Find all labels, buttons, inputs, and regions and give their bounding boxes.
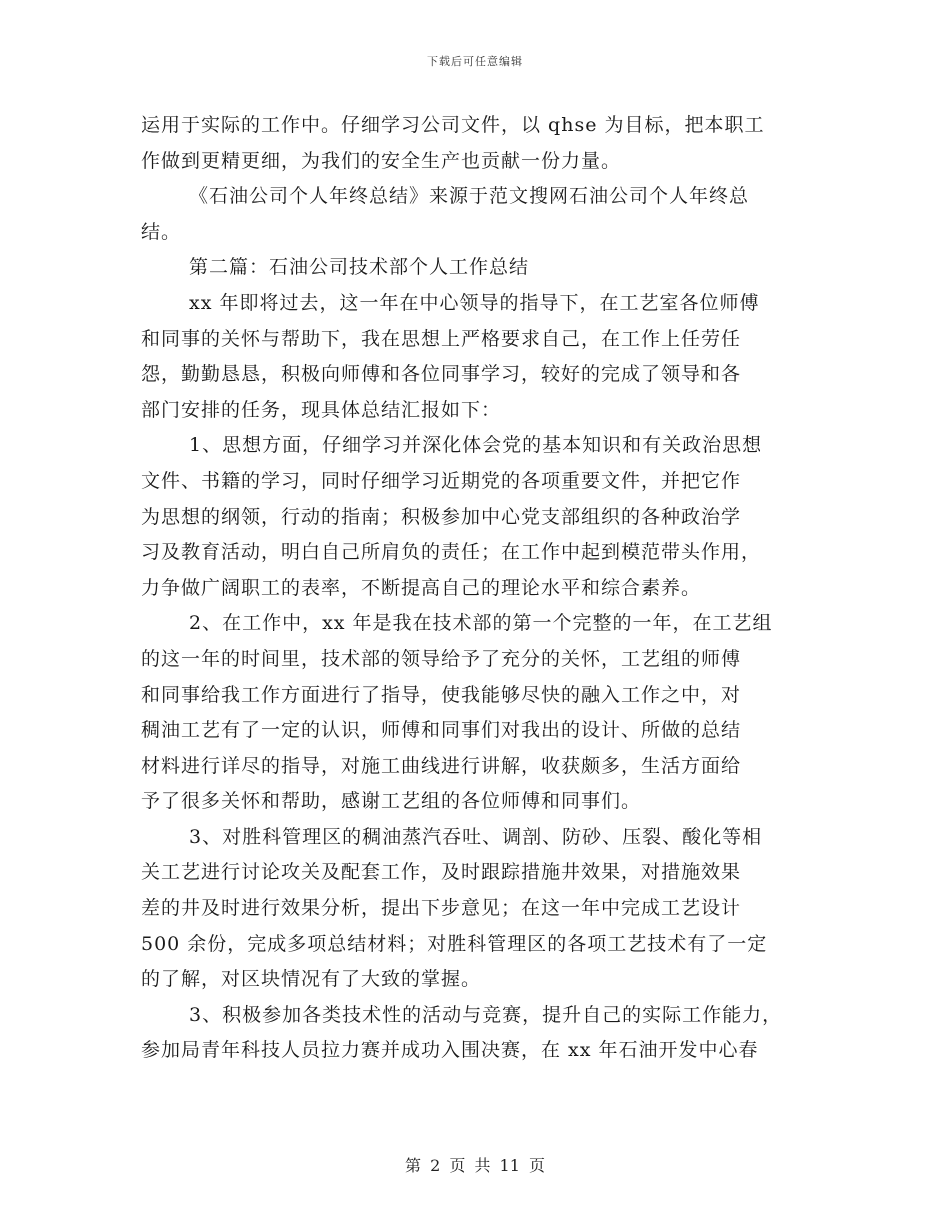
text-line: 结。 (141, 220, 182, 243)
text-line: 部门安排的任务，现具体总结汇报如下： (141, 398, 502, 421)
text-line: 差的井及时进行效果分析，提出下步意见；在这一年中完成工艺设计 (141, 897, 742, 920)
text-line: 稠油工艺有了一定的认识，师傅和同事们对我出的设计、所做的总结 (141, 719, 742, 742)
text-line: 500 余份，完成多项总结材料；对胜科管理区的各项工艺技术有了一定 (141, 932, 768, 955)
text-line: 《石油公司个人年终总结》来源于范文搜网石油公司个人年终总 (189, 185, 750, 208)
text-line: 关工艺进行讨论攻关及配套工作，及时跟踪措施井效果，对措施效果 (141, 861, 742, 884)
page-number: 第 2 页 共 11 页 (405, 1156, 545, 1175)
text-line: 材料进行详尽的指导，对施工曲线进行讲解，收获颇多，生活方面给 (141, 754, 742, 777)
text-line: 为思想的纲领，行动的指南；积极参加中心党支部组织的各种政治学 (141, 505, 742, 528)
text-line: 的这一年的时间里，技术部的领导给予了充分的关怀，工艺组的师傅 (141, 647, 742, 670)
text-line: 习及教育活动，明白自己所肩负的责任；在工作中起到模范带头作用， (141, 541, 762, 564)
text-line: 第二篇：石油公司技术部个人工作总结 (189, 256, 530, 279)
text-line: 1、思想方面，仔细学习并深化体会党的基本知识和有关政治思想 (189, 434, 763, 457)
text-line: 怨，勤勤恳恳，积极向师傅和各位同事学习，较好的完成了领导和各 (141, 363, 742, 386)
text-line: 3、对胜科管理区的稠油蒸汽吞吐、调剖、防砂、压裂、酸化等相 (189, 825, 763, 848)
document-body (141, 108, 821, 1069)
text-line: 运用于实际的工作中。仔细学习公司文件，以 qhse 为目标，把本职工 (141, 114, 765, 136)
text-line: xx 年即将过去，这一年在中心领导的指导下，在工艺室各位师傅 (189, 291, 760, 314)
text-line: 2、在工作中，xx 年是我在技术部的第一个完整的一年，在工艺组 (189, 612, 773, 635)
text-line: 和同事的关怀与帮助下，我在思想上严格要求自己，在工作上任劳任 (141, 327, 742, 350)
text-line: 和同事给我工作方面进行了指导，使我能够尽快的融入工作之中，对 (141, 683, 742, 706)
page-header: 下载后可任意编辑 (427, 55, 523, 68)
text-line: 作做到更精更细，为我们的安全生产也贡献一份力量。 (141, 149, 622, 172)
text-line: 的了解，对区块情况有了大致的掌握。 (141, 968, 482, 991)
text-line: 参加局青年科技人员拉力赛并成功入围决赛，在 xx 年石油开发中心春 (141, 1039, 759, 1062)
text-line: 力争做广阔职工的表率，不断提高自己的理论水平和综合素养。 (141, 576, 702, 599)
text-line: 文件、书籍的学习，同时仔细学习近期党的各项重要文件，并把它作 (141, 469, 742, 492)
text-line: 予了很多关怀和帮助，感谢工艺组的各位师傅和同事们。 (141, 790, 642, 813)
text-line: 3、积极参加各类技术性的活动与竞赛，提升自己的实际工作能力， (189, 1003, 783, 1026)
